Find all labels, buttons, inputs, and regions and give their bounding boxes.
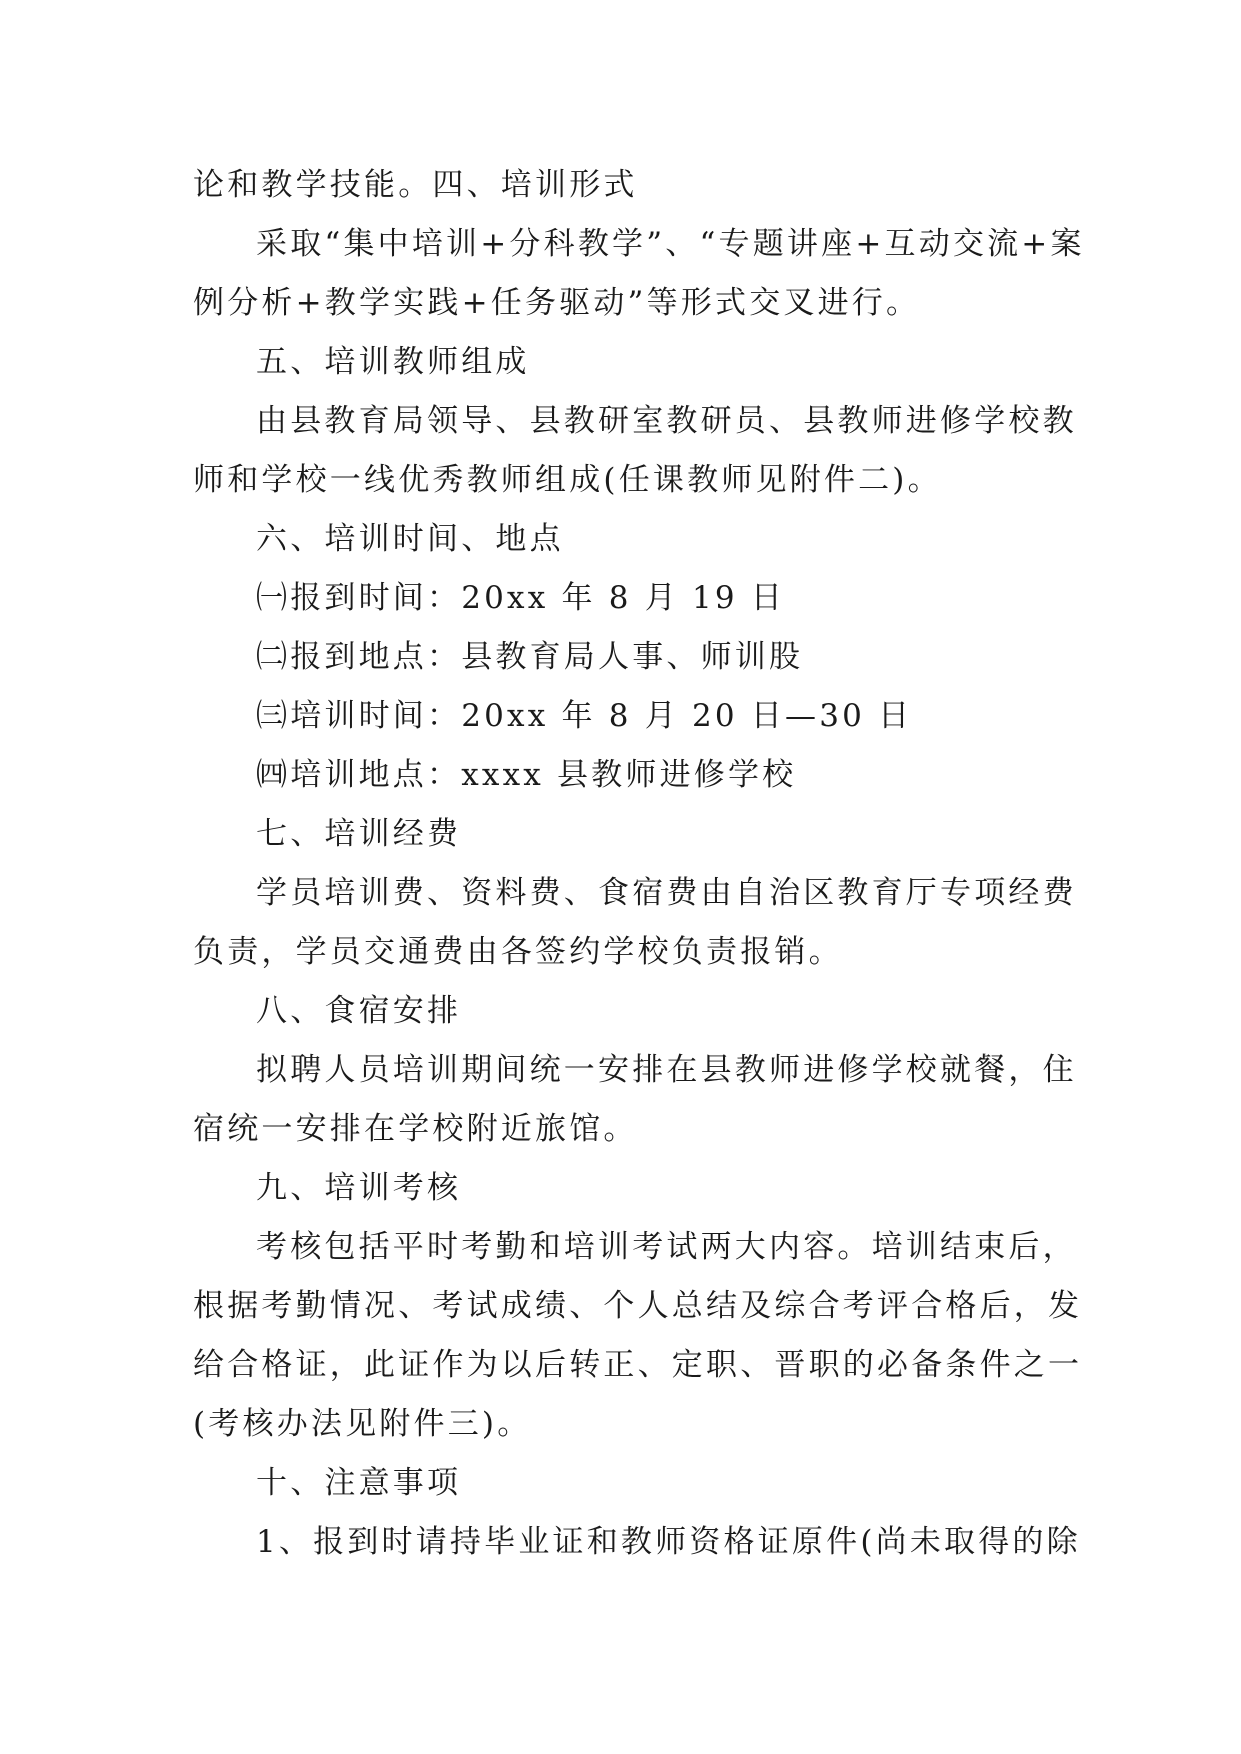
text-line: 根据考勤情况、考试成绩、个人总结及综合考评合格后，发 — [193, 1288, 1083, 1324]
section-heading: 五、培训教师组成 — [256, 344, 530, 380]
text-line: 由县教育局领导、县教研室教研员、县教师进修学校教 — [256, 403, 1077, 439]
list-item: ㈢培训时间：20xx 年 8 月 20 日—30 日 — [256, 698, 913, 734]
text-line: 学员培训费、资料费、食宿费由自治区教育厅专项经费 — [256, 875, 1077, 911]
text-line: 拟聘人员培训期间统一安排在县教师进修学校就餐，住 — [256, 1052, 1077, 1088]
text-line: 采取“集中培训+分科教学”、“专题讲座+互动交流+案 — [256, 226, 1085, 262]
section-heading: 七、培训经费 — [256, 816, 462, 852]
text-line: 给合格证，此证作为以后转正、定职、晋职的必备条件之一 — [193, 1347, 1083, 1383]
list-item: ㈠报到时间：20xx 年 8 月 19 日 — [256, 580, 786, 616]
text-line: 论和教学技能。四、培训形式 — [193, 167, 638, 203]
section-heading: 六、培训时间、地点 — [256, 521, 564, 557]
section-heading: 八、食宿安排 — [256, 993, 462, 1029]
list-item: ㈣培训地点：xxxx 县教师进修学校 — [256, 757, 797, 793]
text-line: (考核办法见附件三)。 — [193, 1406, 532, 1442]
text-line: 例分析+教学实践+任务驱动”等形式交叉进行。 — [193, 285, 921, 321]
text-line: 师和学校一线优秀教师组成(任课教师见附件二)。 — [193, 462, 942, 498]
section-heading: 九、培训考核 — [256, 1170, 462, 1206]
text-line: 考核包括平时考勤和培训考试两大内容。培训结束后， — [256, 1229, 1077, 1265]
text-line: 宿统一安排在学校附近旅馆。 — [193, 1111, 638, 1147]
text-line: 负责，学员交通费由各签约学校负责报销。 — [193, 934, 843, 970]
list-item: ㈡报到地点：县教育局人事、师训股 — [256, 639, 804, 675]
text-line: 1、报到时请持毕业证和教师资格证原件(尚未取得的除 — [256, 1524, 1081, 1560]
section-heading: 十、注意事项 — [256, 1465, 462, 1501]
